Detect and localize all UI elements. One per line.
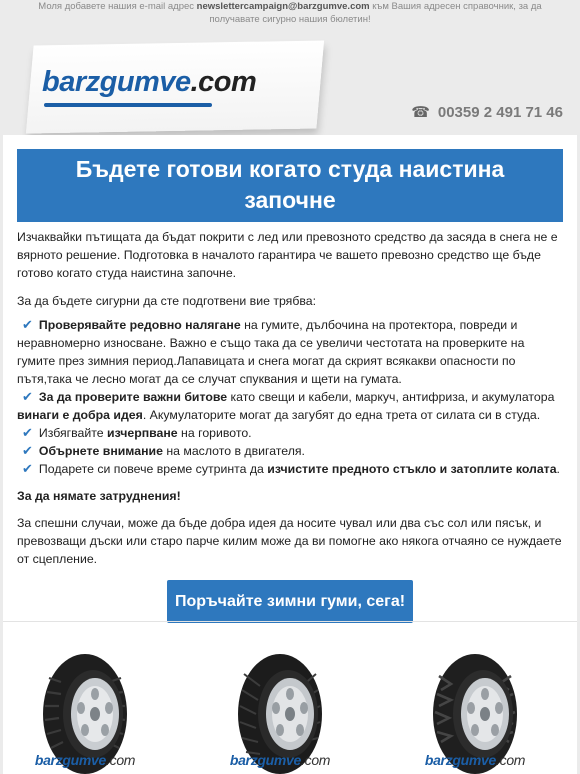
cta-wrap xyxy=(17,580,563,623)
check-icon: ✔ xyxy=(22,389,33,404)
tire-product-3[interactable] xyxy=(421,648,529,774)
tire-caption-part1: barzgumve xyxy=(34,752,107,768)
preheader-text-after: към Вашия адресен справочник, за да получавате сигурно нашия бюлетин! xyxy=(209,1,542,25)
order-winter-tires-button[interactable]: Поръчайте зимни гуми, сега! xyxy=(167,580,413,623)
preheader-email[interactable]: newslettercampaign@barzgumve.com xyxy=(196,1,370,12)
preheader xyxy=(0,0,580,30)
tire-caption xyxy=(31,752,139,768)
tire-gallery xyxy=(3,622,577,774)
page-title: Бъдете готови когато студа наистина започне xyxy=(17,149,563,222)
tire-caption-part2: .com xyxy=(496,752,526,768)
list-item xyxy=(17,424,563,442)
check-icon: ✔ xyxy=(22,443,33,458)
tire-caption-part1: barzgumve xyxy=(229,752,302,768)
list-item-bold: Обърнете внимание xyxy=(38,444,163,458)
tire-caption xyxy=(226,752,334,768)
phone-contact[interactable] xyxy=(411,103,563,121)
intro-paragraph: Изчаквайки пътищата да бъдат покрити с лед или превозното средство да засяда в снега не е вярното решение. Подготовка в началото гарантира че вашето превозно средство ще бъде готово когато студа наистина започне. xyxy=(17,230,558,280)
list-item-text: на гумите, дълбочина на протектора, повреди и неравномерно износване. Важно е също така да се увеличи честотата на проверките на гумите през зимния период.Лапавицата и снега могат да скрият всякакви опасности по пътя,така че лесно могат да се случат спуквания и щети на гумата. xyxy=(17,318,525,386)
list-item xyxy=(17,388,563,424)
list-item-bold: За да проверите важни битове xyxy=(38,390,228,404)
strong-heading: За да нямате затруднения! xyxy=(17,489,181,503)
need-paragraph: За да бъдете сигурни да сте подготвени вие трябва: xyxy=(17,294,317,308)
tire-caption xyxy=(421,752,529,768)
list-item-bold: изчистите предното стъкло и затоплите колата xyxy=(267,462,557,476)
content-card xyxy=(3,135,577,774)
check-icon: ✔ xyxy=(22,425,33,440)
tire-caption-part2: .com xyxy=(301,752,331,768)
check-icon: ✔ xyxy=(22,461,33,476)
list-item-text: като свещи и кабели, маркуч, антифриза, и акумулатора xyxy=(227,390,555,404)
check-icon: ✔ xyxy=(22,317,33,332)
logo-part2: .com xyxy=(190,66,257,98)
tire-product-2[interactable] xyxy=(226,648,334,774)
phone-icon: ☎ xyxy=(411,104,430,121)
list-item xyxy=(17,460,563,478)
tire-product-1[interactable] xyxy=(31,648,139,774)
list-item xyxy=(17,442,563,460)
list-item-bold: изчерпване xyxy=(107,426,178,440)
list-item-bold: винаги е добра идея xyxy=(17,408,143,422)
tire-caption-part2: .com xyxy=(106,752,136,768)
list-item-text: Подарете си повече време сутринта да xyxy=(38,462,268,476)
list-item-bold: Проверявайте редовно налягане xyxy=(38,318,241,332)
tire-caption-part1: barzgumve xyxy=(424,752,497,768)
preheader-text-before: Моля добавете нашия e-mail адрес xyxy=(38,1,197,12)
emergency-paragraph: За спешни случаи, може да бъде добра идея да носите чувал или два със сол или пясък, и превозващи дъски или старо парче килим може да ви помогне ако някога отчаяно се нуждаете от сцепление. xyxy=(17,516,562,566)
list-item-text: Избягвайте xyxy=(38,426,108,440)
list-item-text: . xyxy=(556,462,560,476)
list-item-text: . Акумулаторите могат да загубят до една трета от силата си в студа. xyxy=(142,408,541,422)
logo-part1: barzgumve xyxy=(42,66,191,98)
logo[interactable] xyxy=(42,66,256,99)
phone-number: 00359 2 491 71 46 xyxy=(437,104,563,121)
logo-underline xyxy=(44,103,212,107)
list-item xyxy=(17,316,563,388)
list-item-text: на горивото. xyxy=(177,426,252,440)
list-item-text: на маслото в двигателя. xyxy=(162,444,305,458)
checklist xyxy=(17,316,563,478)
header xyxy=(0,30,580,135)
